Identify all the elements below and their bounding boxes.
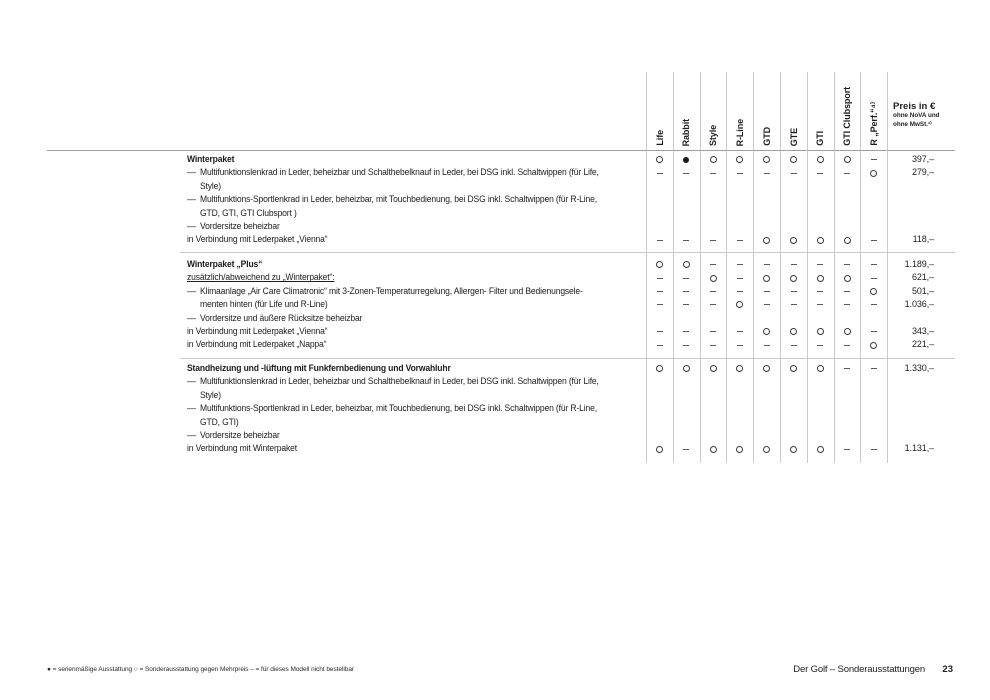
row-text: GTD, GTI, GTI Clubsport ) <box>200 207 297 218</box>
availability-cell <box>726 362 753 375</box>
not-available-dash-icon <box>844 368 850 369</box>
availability-cell <box>753 153 780 166</box>
column-header-label: GTE <box>788 127 799 146</box>
bullet-dash: — <box>187 167 196 178</box>
not-available-dash-icon <box>871 368 877 369</box>
not-available-dash-icon <box>764 264 770 265</box>
not-available-dash-icon <box>737 278 743 279</box>
price-value: 1.330,– <box>904 363 934 373</box>
bullet-dash: — <box>187 285 196 296</box>
table-row <box>0 416 990 429</box>
optional-circle-icon <box>656 261 663 268</box>
availability-cell <box>700 298 727 311</box>
availability-cell <box>860 233 887 246</box>
price-value: 118,– <box>912 234 934 245</box>
availability-cell <box>753 325 780 338</box>
column-header-label: GTD <box>761 127 772 146</box>
page-number: 23 <box>942 664 953 675</box>
availability-cell <box>780 166 807 179</box>
availability-cell <box>673 271 700 284</box>
optional-circle-icon <box>817 328 824 335</box>
not-available-dash-icon <box>683 291 689 292</box>
availability-cell <box>753 298 780 311</box>
availability-cell <box>807 271 834 284</box>
not-available-dash-icon <box>737 264 743 265</box>
price-value: 221,– <box>911 339 934 350</box>
availability-cell <box>646 338 673 351</box>
availability-cell <box>726 338 753 351</box>
optional-circle-icon <box>844 328 851 335</box>
availability-cell <box>780 233 807 246</box>
availability-cell <box>834 338 861 351</box>
not-available-dash-icon <box>683 449 689 450</box>
availability-cell <box>673 298 700 311</box>
column-header <box>673 72 700 146</box>
optional-circle-icon <box>790 328 797 335</box>
availability-cell <box>700 362 727 375</box>
availability-cell <box>834 325 861 338</box>
availability-cell <box>700 285 727 298</box>
optional-circle-icon <box>763 365 770 372</box>
table-row <box>0 429 990 442</box>
table-header-rule <box>47 150 955 151</box>
not-available-dash-icon <box>710 345 716 346</box>
not-available-dash-icon <box>844 304 850 305</box>
availability-cell <box>726 271 753 284</box>
optional-circle-icon <box>790 156 797 163</box>
availability-cell <box>700 271 727 284</box>
not-available-dash-icon <box>871 331 877 332</box>
not-available-dash-icon <box>737 291 743 292</box>
not-available-dash-icon <box>683 240 689 241</box>
availability-cell <box>673 285 700 298</box>
not-available-dash-icon <box>844 264 850 265</box>
block-divider <box>180 252 955 253</box>
optional-circle-icon <box>817 446 824 453</box>
row-text: Vordersitze beheizbar <box>200 220 280 231</box>
availability-cell <box>807 442 834 455</box>
not-available-dash-icon <box>817 291 823 292</box>
bullet-dash: — <box>187 220 196 231</box>
not-available-dash-icon <box>657 240 663 241</box>
bullet-dash: — <box>187 194 196 205</box>
table-row <box>0 338 990 351</box>
optional-circle-icon <box>763 275 770 282</box>
availability-cell <box>860 325 887 338</box>
availability-cell <box>807 166 834 179</box>
not-available-dash-icon <box>657 173 663 174</box>
table-row <box>0 312 990 325</box>
table-row <box>0 285 990 298</box>
row-text: in Verbindung mit Lederpaket „Nappa“ <box>187 339 327 350</box>
availability-cell <box>834 233 861 246</box>
availability-cell <box>700 258 727 271</box>
availability-cell <box>834 258 861 271</box>
table-row <box>0 298 990 311</box>
availability-cell <box>700 233 727 246</box>
availability-cell <box>673 325 700 338</box>
price-header-title: Preis in € <box>893 101 936 112</box>
availability-cell <box>726 258 753 271</box>
not-available-dash-icon <box>791 264 797 265</box>
availability-cell <box>726 285 753 298</box>
availability-cell <box>646 153 673 166</box>
table-row <box>0 402 990 415</box>
availability-cell <box>673 362 700 375</box>
table-row <box>0 389 990 402</box>
not-available-dash-icon <box>871 240 877 241</box>
row-text: in Verbindung mit Lederpaket „Vienna“ <box>187 325 328 336</box>
availability-cell <box>807 285 834 298</box>
availability-cell <box>726 153 753 166</box>
price-value: 343,– <box>911 325 934 336</box>
column-header <box>646 72 673 146</box>
availability-cell <box>700 153 727 166</box>
not-available-dash-icon <box>657 345 663 346</box>
table-row <box>0 362 990 375</box>
optional-circle-icon <box>817 365 824 372</box>
availability-cell <box>780 271 807 284</box>
not-available-dash-icon <box>844 449 850 450</box>
price-value: 621,– <box>911 272 934 283</box>
availability-cell <box>726 166 753 179</box>
row-text: Multifunktionslenkrad in Leder, beheizbar und Schalthebelknauf in Leder, bei DSG inkl. Schaltwippen (für Life, <box>200 376 599 387</box>
row-text: in Verbindung mit Winterpaket <box>187 443 297 454</box>
availability-cell <box>700 325 727 338</box>
optional-circle-icon <box>790 365 797 372</box>
availability-cell <box>780 298 807 311</box>
availability-cell <box>834 166 861 179</box>
optional-circle-icon <box>844 156 851 163</box>
symbol-legend: ● = serienmäßige Ausstattung ○ = Sonderausstattung gegen Mehrpreis – = für dieses Modell nicht bestellbar <box>47 666 355 673</box>
not-available-dash-icon <box>710 291 716 292</box>
price-value: 397,– <box>911 154 934 164</box>
availability-cell <box>700 166 727 179</box>
column-header <box>726 72 753 146</box>
row-text: zusätzlich/abweichend zu „Winterpaket“: <box>187 272 335 283</box>
optional-circle-icon <box>656 156 663 163</box>
bullet-dash: — <box>187 429 196 440</box>
availability-cell <box>673 338 700 351</box>
not-available-dash-icon <box>791 345 797 346</box>
availability-cell <box>726 233 753 246</box>
optional-circle-icon <box>683 261 690 268</box>
optional-circle-icon <box>656 446 663 453</box>
table-row <box>0 180 990 193</box>
not-available-dash-icon <box>871 278 877 279</box>
row-text: Style) <box>200 389 222 400</box>
availability-cell <box>753 271 780 284</box>
availability-cell <box>834 298 861 311</box>
not-available-dash-icon <box>764 304 770 305</box>
availability-cell <box>673 233 700 246</box>
not-available-dash-icon <box>737 240 743 241</box>
not-available-dash-icon <box>710 304 716 305</box>
not-available-dash-icon <box>683 173 689 174</box>
price-column-header <box>893 101 940 129</box>
availability-cell <box>646 298 673 311</box>
not-available-dash-icon <box>657 331 663 332</box>
availability-cell <box>673 166 700 179</box>
optional-circle-icon <box>763 328 770 335</box>
column-header-label: Life <box>654 130 665 146</box>
availability-cell <box>646 258 673 271</box>
not-available-dash-icon <box>737 345 743 346</box>
column-header <box>700 72 727 146</box>
availability-cell <box>700 442 727 455</box>
option-block <box>0 258 990 352</box>
availability-cell <box>753 233 780 246</box>
optional-circle-icon <box>790 446 797 453</box>
not-available-dash-icon <box>710 240 716 241</box>
optional-circle-icon <box>710 275 717 282</box>
optional-circle-icon <box>656 365 663 372</box>
optional-circle-icon <box>790 275 797 282</box>
optional-circle-icon <box>817 275 824 282</box>
not-available-dash-icon <box>871 449 877 450</box>
availability-cell <box>726 442 753 455</box>
not-available-dash-icon <box>844 173 850 174</box>
table-row <box>0 271 990 284</box>
row-text: Winterpaket <box>187 154 235 164</box>
not-available-dash-icon <box>683 345 689 346</box>
column-header <box>860 72 887 146</box>
availability-cell <box>726 298 753 311</box>
availability-cell <box>700 338 727 351</box>
not-available-dash-icon <box>791 291 797 292</box>
price-value: 1.131,– <box>904 443 934 454</box>
optional-circle-icon <box>736 301 743 308</box>
availability-cell <box>646 325 673 338</box>
availability-cell <box>807 325 834 338</box>
row-text: Vordersitze beheizbar <box>200 429 280 440</box>
availability-cell <box>834 271 861 284</box>
row-text: Multifunktions-Sportlenkrad in Leder, beheizbar, mit Touchbedienung, bei DSG inkl. Schaltwippen (für R-Line, <box>200 194 597 205</box>
not-available-dash-icon <box>871 159 877 160</box>
column-header-label: GTI Clubsport <box>842 87 853 146</box>
price-header-sub1: ohne NoVA und <box>893 112 940 119</box>
optional-circle-icon <box>817 156 824 163</box>
availability-cell <box>646 166 673 179</box>
option-block <box>0 153 990 247</box>
not-available-dash-icon <box>657 304 663 305</box>
optional-circle-icon <box>763 446 770 453</box>
price-value: 501,– <box>911 285 934 296</box>
not-available-dash-icon <box>683 278 689 279</box>
availability-cell <box>860 338 887 351</box>
availability-cell <box>780 362 807 375</box>
availability-cell <box>780 258 807 271</box>
not-available-dash-icon <box>710 331 716 332</box>
not-available-dash-icon <box>657 278 663 279</box>
not-available-dash-icon <box>737 331 743 332</box>
availability-cell <box>646 362 673 375</box>
column-header-label: R-Line <box>734 118 745 146</box>
availability-cell <box>753 338 780 351</box>
bullet-dash: — <box>187 403 196 414</box>
not-available-dash-icon <box>764 345 770 346</box>
row-text: Style) <box>200 180 222 191</box>
availability-cell <box>807 233 834 246</box>
availability-cell <box>673 258 700 271</box>
row-text: Multifunktionslenkrad in Leder, beheizbar und Schalthebelknauf in Leder, bei DSG inkl. Schaltwippen (für Life, <box>200 167 599 178</box>
optional-circle-icon <box>683 365 690 372</box>
not-available-dash-icon <box>791 304 797 305</box>
row-text: Multifunktions-Sportlenkrad in Leder, beheizbar, mit Touchbedienung, bei DSG inkl. Schaltwippen (für R-Line, <box>200 403 597 414</box>
availability-cell <box>753 285 780 298</box>
optional-circle-icon <box>844 275 851 282</box>
table-row <box>0 207 990 220</box>
column-header-label: Style <box>708 124 719 146</box>
bullet-dash: — <box>187 376 196 387</box>
availability-cell <box>860 442 887 455</box>
document-title: Der Golf – Sonderausstattungen <box>793 664 925 675</box>
availability-cell <box>780 442 807 455</box>
optional-circle-icon <box>790 237 797 244</box>
table-row <box>0 193 990 206</box>
availability-cell <box>834 442 861 455</box>
not-available-dash-icon <box>817 264 823 265</box>
price-header-sub2: ohne MwSt.¹⁾ <box>893 120 932 128</box>
column-header <box>834 72 861 146</box>
row-text: menten hinten (für Life und R-Line) <box>200 299 328 310</box>
row-text: Winterpaket „Plus“ <box>187 259 263 269</box>
table-row <box>0 153 990 166</box>
availability-cell <box>780 285 807 298</box>
availability-cell <box>834 153 861 166</box>
option-block <box>0 362 990 456</box>
not-available-dash-icon <box>683 331 689 332</box>
table-row <box>0 375 990 388</box>
not-available-dash-icon <box>817 173 823 174</box>
optional-circle-icon <box>870 342 877 349</box>
not-available-dash-icon <box>683 304 689 305</box>
column-header <box>753 72 780 146</box>
block-divider <box>180 358 955 359</box>
price-value: 279,– <box>911 167 934 178</box>
not-available-dash-icon <box>871 264 877 265</box>
column-header <box>807 72 834 146</box>
availability-cell <box>753 362 780 375</box>
not-available-dash-icon <box>764 173 770 174</box>
optional-circle-icon <box>736 446 743 453</box>
availability-cell <box>860 362 887 375</box>
availability-cell <box>834 285 861 298</box>
optional-circle-icon <box>844 237 851 244</box>
optional-circle-icon <box>763 237 770 244</box>
not-available-dash-icon <box>791 173 797 174</box>
row-text: Vordersitze und äußere Rücksitze beheizbar <box>200 312 363 323</box>
availability-cell <box>753 442 780 455</box>
column-header-label: Rabbit <box>681 118 692 146</box>
optional-circle-icon <box>870 288 877 295</box>
table-row <box>0 325 990 338</box>
row-text: in Verbindung mit Lederpaket „Vienna“ <box>187 234 328 245</box>
availability-cell <box>860 153 887 166</box>
availability-cell <box>807 258 834 271</box>
column-header-label: GTI <box>815 131 826 146</box>
availability-cell <box>646 233 673 246</box>
optional-circle-icon <box>710 156 717 163</box>
availability-cell <box>753 258 780 271</box>
availability-cell <box>673 153 700 166</box>
availability-cell <box>807 298 834 311</box>
availability-cell <box>860 258 887 271</box>
not-available-dash-icon <box>817 345 823 346</box>
availability-cell <box>753 166 780 179</box>
availability-cell <box>860 271 887 284</box>
optional-circle-icon <box>736 365 743 372</box>
not-available-dash-icon <box>710 264 716 265</box>
availability-cell <box>807 153 834 166</box>
availability-cell <box>646 285 673 298</box>
not-available-dash-icon <box>737 173 743 174</box>
table-row <box>0 220 990 233</box>
optional-circle-icon <box>710 446 717 453</box>
availability-cell <box>807 362 834 375</box>
standard-dot-icon <box>683 157 689 163</box>
optional-circle-icon <box>736 156 743 163</box>
not-available-dash-icon <box>871 304 877 305</box>
availability-cell <box>780 153 807 166</box>
availability-cell <box>807 338 834 351</box>
table-row <box>0 442 990 455</box>
availability-cell <box>860 285 887 298</box>
availability-cell <box>646 442 673 455</box>
column-header <box>780 72 807 146</box>
availability-cell <box>860 166 887 179</box>
availability-cell <box>726 325 753 338</box>
row-text: Klimaanlage „Air Care Climatronic“ mit 3-Zonen-Temperaturregelung, Allergen- Filter und Bedienungsele- <box>200 285 583 296</box>
bullet-dash: — <box>187 312 196 323</box>
optional-circle-icon <box>710 365 717 372</box>
availability-cell <box>780 338 807 351</box>
availability-cell <box>780 325 807 338</box>
not-available-dash-icon <box>764 291 770 292</box>
row-text: Standheizung und -lüftung mit Funkfernbedienung und Vorwahluhr <box>187 363 451 373</box>
optional-circle-icon <box>763 156 770 163</box>
availability-cell <box>834 362 861 375</box>
availability-cell <box>646 271 673 284</box>
not-available-dash-icon <box>817 304 823 305</box>
table-row <box>0 233 990 246</box>
table-row <box>0 258 990 271</box>
optional-circle-icon <box>817 237 824 244</box>
table-row <box>0 166 990 179</box>
row-text: GTD, GTI) <box>200 416 239 427</box>
availability-cell <box>860 298 887 311</box>
not-available-dash-icon <box>710 173 716 174</box>
not-available-dash-icon <box>844 291 850 292</box>
not-available-dash-icon <box>657 291 663 292</box>
availability-cell <box>673 442 700 455</box>
price-value: 1.189,– <box>904 259 934 269</box>
price-value: 1.036,– <box>904 299 934 310</box>
not-available-dash-icon <box>844 345 850 346</box>
optional-circle-icon <box>870 170 877 177</box>
column-header-label: R „Perf.“⁴⁾ <box>868 102 879 146</box>
